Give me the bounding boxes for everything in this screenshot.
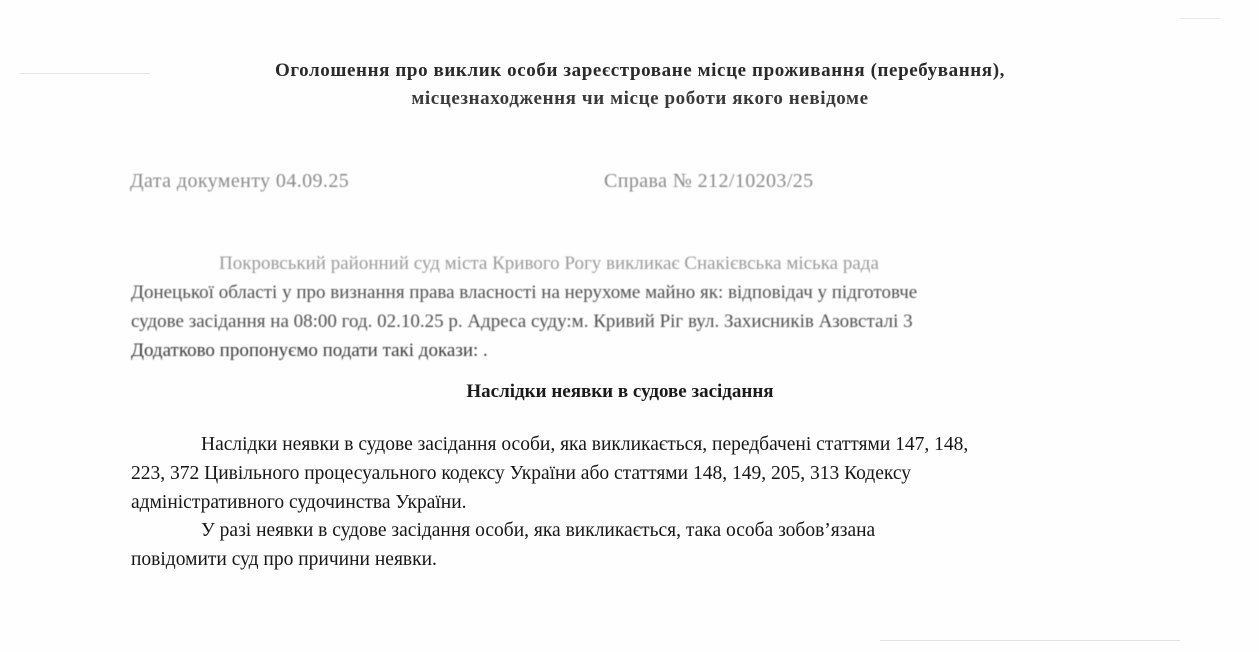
consequences-heading: Наслідки неявки в судове засідання	[466, 381, 774, 402]
notice-title-line-1: Оголошення про виклик особи зареєстроване місце проживання (перебування),	[275, 60, 1005, 81]
scan-artifact	[880, 640, 1180, 641]
summons-paragraph	[131, 249, 1109, 365]
consequences-p2-line-2: повідомити суд про причини неявки.	[131, 549, 437, 570]
notice-title-line-2: місцезнаходження чи місце роботи якого невідоме	[411, 88, 869, 109]
summons-line-3: судове засідання на 08:00 год. 02.10.25 р. Адреса суду:м. Кривий Ріг вул. Захисників Азовсталі 3	[131, 311, 913, 332]
summons-line-2: Донецької області у про визнання права власності на нерухоме майно як: відповідач у підготовче	[131, 282, 918, 303]
consequences-p1-line-3: адміністративного судочинства України.	[131, 492, 467, 513]
consequences-paragraph-2	[131, 516, 1109, 574]
consequences-p1-line-1: Наслідки неявки в судове засідання особи, яка викликається, передбачені статтями 147, 148,	[201, 434, 969, 455]
scan-artifact	[1180, 18, 1220, 19]
case-number: Справа № 212/10203/25	[604, 170, 814, 192]
scan-artifact	[20, 73, 150, 74]
consequences-p1-line-2: 223, 372 Цивільного процесуального кодексу України або статтями 148, 149, 205, 313 Кодексу	[131, 463, 912, 484]
document-date: Дата документу 04.09.25	[130, 170, 350, 192]
summons-line-4: Додатково пропонуємо подати такі докази: .	[131, 340, 488, 361]
consequences-p2-line-1: У разі неявки в судове засідання особи, яка викликається, така особа зобов’язана	[201, 520, 876, 541]
summons-line-1: Покровський районний суд міста Кривого Рогу викликає Снакієвська міська рада	[219, 253, 879, 274]
consequences-paragraph-1	[131, 430, 1109, 517]
